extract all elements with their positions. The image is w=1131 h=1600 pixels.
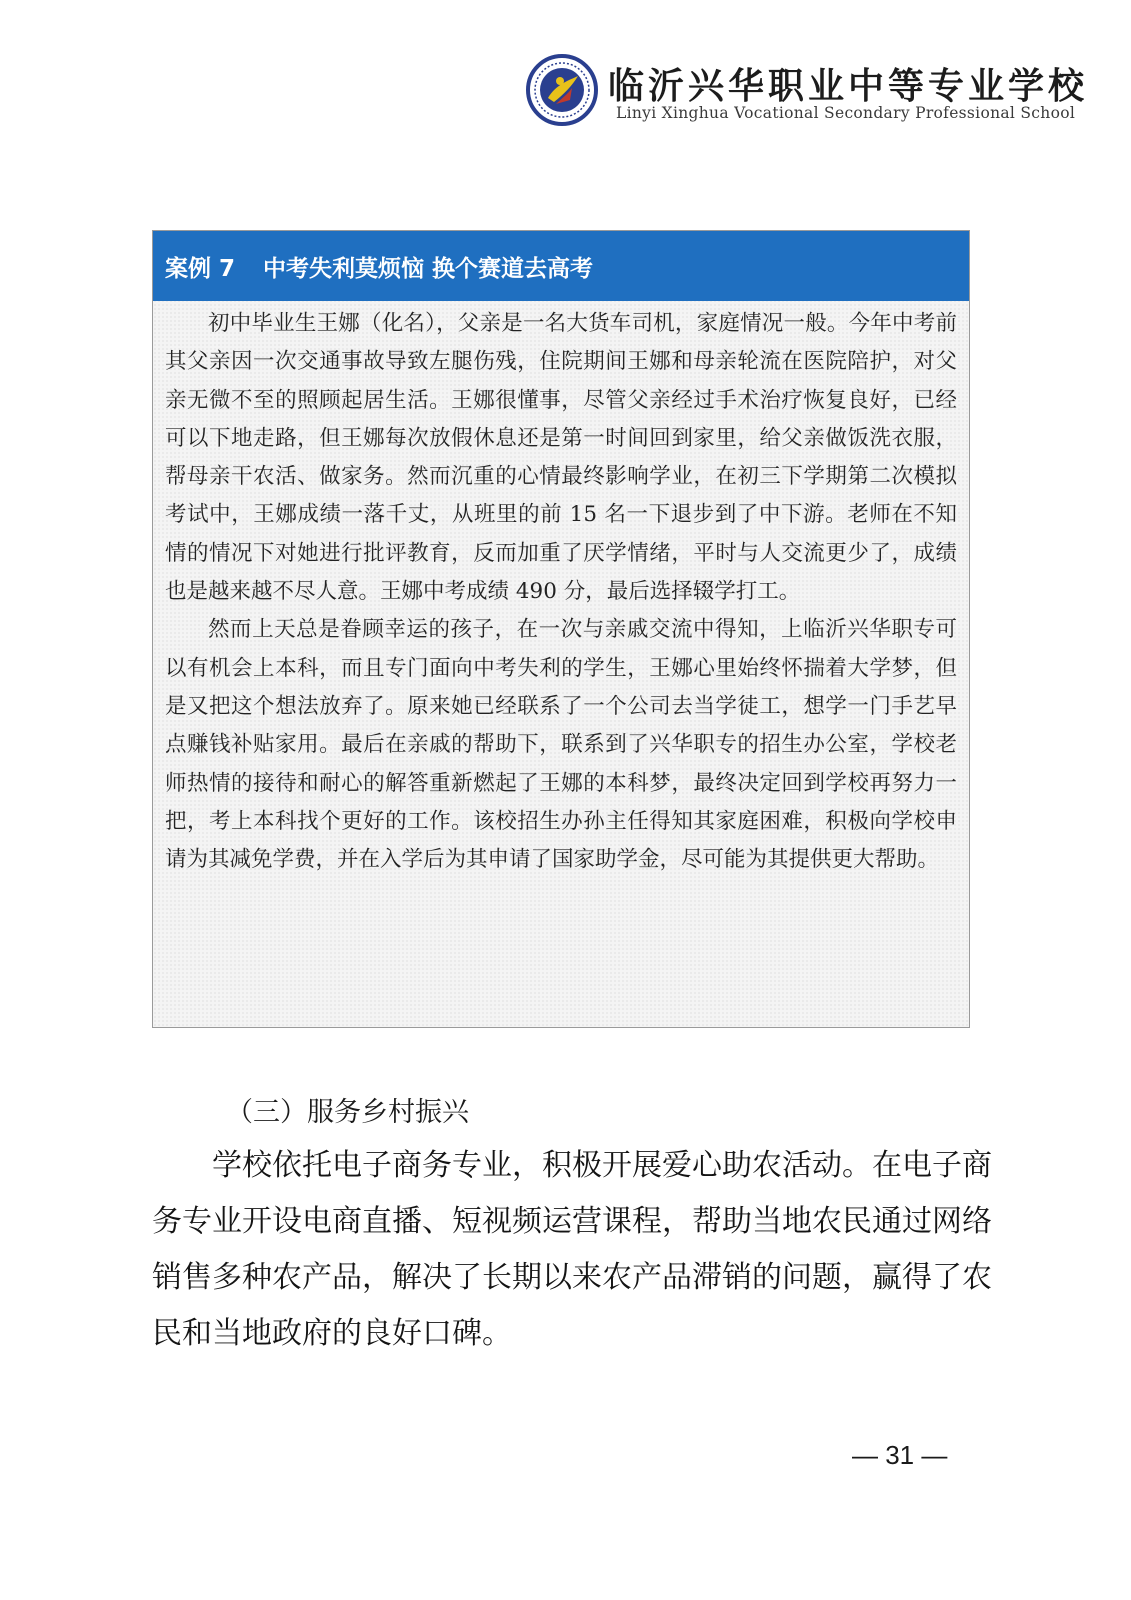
- section-heading: （三）服务乡村振兴: [226, 1097, 469, 1128]
- case-paragraph: 初中毕业生王娜（化名），父亲是一名大货车司机，家庭情况一般。今年中考前其父亲因一次交通事故导致左腿伤残，住院期间王娜和母亲轮流在医院陪护，对父亲无微不至的照顾起居生活。王娜很懂事，尽管父亲经过手术治疗恢复良好，已经可以下地走路，但王娜每次放假休息还是第一时间回到家里，给父亲做饭洗衣服，帮母亲干农活、做家务。然而沉重的心情最终影响学业，在初三下学期第二次模拟考试中，王娜成绩一落千丈，从班里的前 15 名一下退步到了中下游。老师在不知情的情况下对她进行批评教育，反而加重了厌学情绪，平时与人交流更少了，成绩也是越来越不尽人意。王娜中考成绩 490 分，最后选择辍学打工。: [165, 311, 957, 605]
- page-number: — 31 —: [852, 1440, 948, 1470]
- school-emblem-icon: [526, 54, 598, 126]
- case-label: 案例 7: [165, 255, 236, 282]
- school-name-en: Linyi Xinghua Vocational Secondary Professional School: [616, 104, 1076, 122]
- case-title: 中考失利莫烦恼 换个赛道去高考: [263, 255, 594, 282]
- school-logo: [526, 52, 1089, 132]
- case-paragraph: 然而上天总是眷顾幸运的孩子，在一次与亲戚交流中得知，上临沂兴华职专可以有机会上本科，而且专门面向中考失利的学生，王娜心里始终怀揣着大学梦，但是又把这个想法放弃了。原来她已经联系了一个公司去当学徒工，想学一门手艺早点赚钱补贴家用。最后在亲戚的帮助下，联系到了兴华职专的招生办公室，学校老师热情的接待和耐心的解答重新燃起了王娜的本科梦，最终决定回到学校再努力一把，考上本科找个更好的工作。该校招生办孙主任得知其家庭困难，积极向学校申请为其减免学费，并在入学后为其申请了国家助学金，尽可能为其提供更大帮助。: [165, 617, 957, 873]
- case-title-bar: [153, 231, 969, 301]
- case-body: [153, 301, 969, 879]
- section-body-paragraph: 学校依托电子商务专业，积极开展爱心助农活动。在电子商务专业开设电商直播、短视频运营课程，帮助当地农民通过网络销售多种农产品，解决了长期以来农产品滞销的问题，赢得了农民和当地政府的良好口碑。: [152, 1148, 992, 1351]
- school-name-cn: 临沂兴华职业中等专业学校: [608, 65, 1089, 107]
- case-study-box: [152, 230, 970, 1028]
